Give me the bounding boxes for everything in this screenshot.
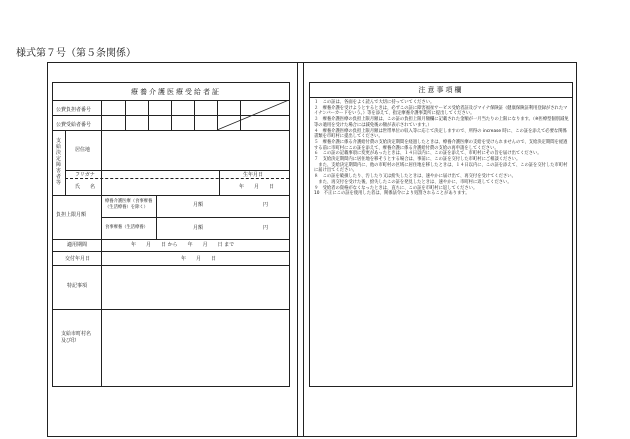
certificate-title: 療養介護医療受給者証 (131, 88, 221, 96)
issuing-city-label: 支給市町村名及び印 (61, 331, 92, 344)
diagonal-strike (217, 100, 289, 130)
divider (101, 217, 289, 218)
divider (101, 130, 102, 195)
recipient-certificate-table (52, 82, 290, 387)
care-monthly-label: 月額 (193, 202, 204, 208)
note-item: ４ 療養介護医療の負担上限月額は世帯単位の収入等に応じて決定しますので、所得の increase 時に、この証を添えて必要な関係書類を市町村に提出してください。 (314, 128, 567, 140)
notes-list (314, 100, 570, 197)
number-box (125, 100, 126, 130)
divider (53, 251, 289, 252)
divider (156, 195, 157, 239)
meal-limit-label: 食事療養（生活療養） (105, 225, 148, 230)
meal-monthly-label: 月額 (193, 225, 204, 231)
name-label: 氏 名 (75, 184, 96, 190)
care-yen-unit: 円 (263, 202, 269, 208)
issue-date-label: 交付年月日 (65, 256, 91, 262)
birthdate-value: 年 月 日 (239, 184, 275, 190)
number-box (148, 100, 149, 130)
divider (65, 130, 66, 195)
number-box (171, 100, 172, 130)
address-label: 居住地 (75, 147, 91, 153)
divider (101, 100, 102, 130)
care-medical-limit-label: 療養介護医療（食事療養（生活療養）を除く） (105, 199, 153, 210)
furigana-label: フリガナ (75, 172, 95, 178)
notes-title: 注意事項欄 (310, 83, 572, 98)
divider (53, 265, 289, 266)
note-item: ７ 支給決定期間内に居住地を移そうとする場合は、事前に、この証を交付した市町村にご相談ください。 (314, 157, 521, 163)
note-item: ９ 受給者の資格がなくなったときは、直ちに、この証を市町村に返してください。 (314, 185, 478, 191)
note-item: ８ この証を破損したり、汚したり又は紛失したときは、速やかに届け出て、再交付を受けてください。 (314, 174, 516, 180)
monthly-limit-label: 負担上限月額 (56, 212, 87, 218)
application-period-label: 適用期間 (67, 242, 88, 248)
note-item: ３ 療養介護医療の負担上限月額は、この証の負担上限月額欄に記載された金額が一月当たりの上限になります。（※医療型個別減免等の適用を受けた場合には減免後の額が表示されています。） (314, 117, 569, 128)
issue-date-value: 年 月 日 (181, 256, 217, 262)
fold-line-right (303, 62, 304, 437)
public-recipient-number-label: 公費受給者番号 (56, 122, 92, 128)
divider (219, 170, 220, 195)
form-number-heading: 様式第７号（第５条関係） (16, 48, 136, 59)
number-box (194, 100, 195, 130)
divider (53, 309, 289, 310)
divider (53, 130, 289, 131)
divider (101, 239, 102, 265)
remarks-label: 特記事項 (67, 283, 88, 289)
divider (65, 178, 289, 179)
divider (53, 239, 289, 240)
support-decision-label: 支給決定障害者等 (56, 138, 62, 186)
divider (53, 195, 289, 196)
notes-panel (309, 82, 573, 387)
note-item: ５ 療養介護に係る介護給付費の支給決定期間を経過したときは、療養介護医療の支給を受けられませんので、支給決定期間を経過する前に市町村にこの証を添えて、療養介護に係る介護給付費の支給の再申請をしてください。 (314, 139, 568, 151)
note-item: また、再交付を受けた後、紛失したこの証を発見したときは、速やかに、市町村に返してください。 (314, 179, 512, 185)
note-item: ６ この証の記載事項に変更があったときは、１４日以内に、この証を添えて、市町村にその旨を届け出てください。 (314, 151, 542, 157)
divider (101, 265, 102, 387)
application-period-value: 年 月 日 から 年 月 日 まで (131, 242, 235, 248)
note-item: また、支給決定期間内に、他の市町村の区域に居住地を移したときは、１４日以内に、この証を添えて、この証を交付した市町村に届け出てください。 (314, 162, 568, 174)
note-item: 10 不正にこの証を使用した者は、関係法令により処罰されることがあります。 (314, 191, 470, 197)
note-item: ２ 療養介護を受けようとするときは、必ずこの証に障害福祉サービス受給者証及びマイナ保険証（健康保険証利用登録がされたマイナンバーカードをいう。）等を添えて、指定療養介護事業所に提出してください。 (314, 105, 568, 117)
meal-yen-unit: 円 (263, 225, 269, 231)
birthdate-label: 生年月日 (243, 172, 264, 178)
divider (65, 170, 289, 171)
fold-line-left (297, 62, 298, 437)
note-item: １ この証は、各面をよく読んで大切に持っていてください。 (314, 100, 435, 105)
public-payer-number-label: 公費負担者番号 (56, 107, 92, 113)
